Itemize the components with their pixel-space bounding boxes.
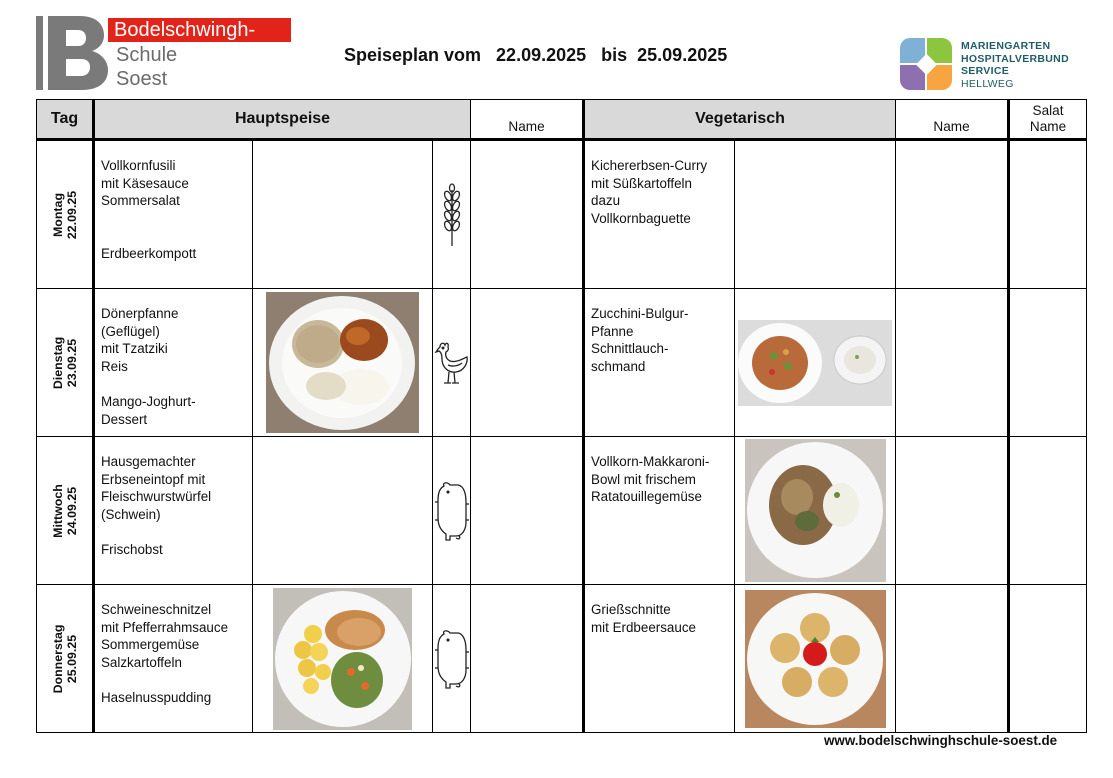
date-label: 24.09.25 (64, 486, 79, 535)
name-cell (896, 289, 1009, 437)
veg-dish-text: Kichererbsen-Curry mit Süßkartoffeln dazu Vollkornbaguette (591, 158, 708, 226)
header-tag: Tag (37, 100, 94, 140)
salat-name-cell (1009, 585, 1087, 733)
footer-website: www.bodelschwinghschule-soest.de (824, 733, 1058, 748)
weekday-label: Dienstag (50, 336, 65, 389)
weekday-label: Montag (50, 192, 65, 237)
header-hauptspeise: Hauptspeise (94, 100, 471, 140)
date-label: 22.09.25 (64, 190, 79, 239)
doener-plate-photo (266, 292, 419, 433)
griess-photo (745, 590, 886, 728)
bulgur-photo (738, 320, 892, 406)
name-cell (896, 437, 1009, 585)
name-cell (471, 437, 584, 585)
table-header-row (37, 100, 1087, 140)
page-title: Speiseplan vom 22.09.2025 bis 25.09.2025 (344, 45, 728, 65)
table-row (37, 140, 1087, 289)
day-cell-thursday (37, 585, 94, 733)
main-dish-text: Schweineschnitzel mit Pfefferrahmsauce Sommergemüse Salzkartoffeln Haselnusspudding (101, 602, 229, 705)
salat-name-cell (1009, 140, 1087, 289)
school-logo-line2: Schule (116, 44, 178, 66)
name-cell (471, 585, 584, 733)
chicken-icon (434, 339, 470, 387)
day-cell-monday (37, 140, 94, 289)
table-row (37, 585, 1087, 733)
name-cell (896, 140, 1009, 289)
salat-name-cell (1009, 437, 1087, 585)
day-cell-tuesday (37, 289, 94, 437)
table-row (37, 289, 1087, 437)
main-dish-text: Vollkornfusili mit Käsesauce Sommersalat Erdbeerkompott (101, 158, 197, 261)
weekday-label: Mittwoch (50, 483, 65, 538)
veg-photo-empty (735, 140, 896, 289)
menu-table (36, 99, 1087, 733)
main-photo-empty (253, 140, 433, 289)
header-name-main: Name (471, 100, 584, 140)
date-label: 23.09.25 (64, 338, 79, 387)
veg-dish-text: Vollkorn-Makkaroni- Bowl mit frischem Ratatouillegemüse (591, 454, 710, 505)
day-cell-wednesday (37, 437, 94, 585)
veg-dish-text: Grießschnitte mit Erdbeersauce (591, 602, 696, 635)
header-salat-name: Salat Name (1009, 100, 1087, 140)
header-vegetarisch: Vegetarisch (584, 100, 896, 140)
school-logo-name: Bodelschwingh- (108, 18, 291, 42)
school-logo (36, 16, 292, 90)
main-photo-empty (253, 437, 433, 585)
wheat-icon (441, 182, 463, 248)
date-label: 25.09.25 (64, 634, 79, 683)
school-logo-line3: Soest (116, 68, 168, 90)
veg-dish-text: Zucchini-Bulgur- Pfanne Schnittlauch- schmand (591, 306, 689, 374)
makkaroni-photo (745, 439, 886, 582)
partner-logo-text: MARIENGARTEN HOSPITALVERBUND SERVICE HELLWEG (961, 40, 1069, 90)
pig-icon (434, 628, 470, 690)
weekday-label: Donnerstag (50, 624, 65, 693)
partner-logo (900, 38, 1090, 92)
main-dish-text: Dönerpfanne (Geflügel) mit Tzatziki Reis Mango-Joghurt- Dessert (101, 306, 196, 427)
name-cell (471, 140, 584, 289)
main-dish-text: Hausgemachter Erbseneintopf mit Fleischwurstwürfel (Schwein) Frischobst (101, 454, 212, 557)
schnitzel-plate-photo (273, 588, 412, 730)
pig-icon (434, 480, 470, 542)
school-logo-b-mark (36, 16, 108, 90)
header-name-veg: Name (896, 100, 1009, 140)
name-cell (896, 585, 1009, 733)
salat-name-cell (1009, 289, 1087, 437)
name-cell (471, 289, 584, 437)
table-row (37, 437, 1087, 585)
